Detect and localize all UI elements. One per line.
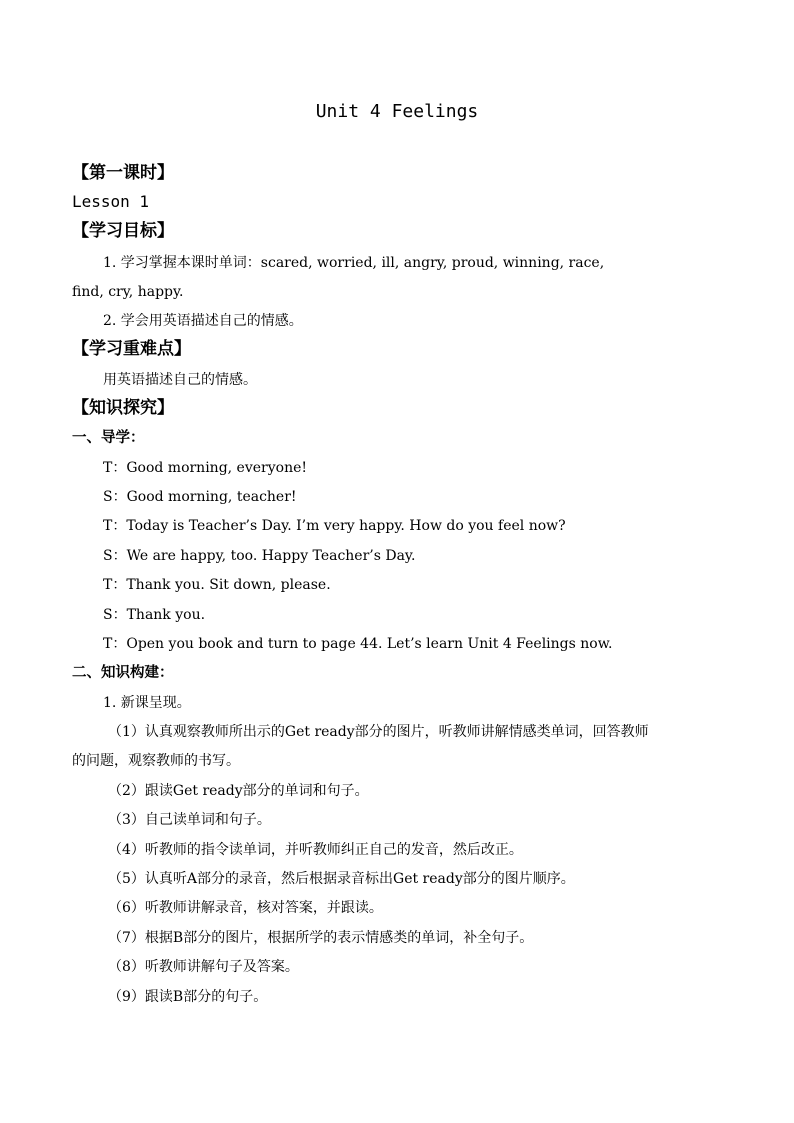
step-line: 的问题，观察教师的书写。 [72, 753, 240, 769]
period-heading: 【第一课时】 [72, 163, 174, 183]
step-line: （3）自己读单词和句子。 [108, 812, 271, 828]
goal-2: 2. 学会用英语描述自己的情感。 [103, 313, 303, 329]
goal-1-line-a: 1. 学习掌握本课时单词：scared, worried, ill, angry, proud, winning, race, [103, 255, 605, 271]
dialogue-line: S：Good morning, teacher! [103, 489, 297, 505]
dialogue-line: T：Thank you. Sit down, please. [103, 577, 331, 593]
dialogue-line: S：We are happy, too. Happy Teacher’s Day. [103, 548, 416, 564]
key-points-heading: 【学习重难点】 [72, 339, 191, 359]
dialogue-line: T：Open you book and turn to page 44. Let’s learn Unit 4 Feelings now. [103, 636, 613, 652]
step-line: （6）听教师讲解录音，核对答案，并跟读。 [108, 900, 383, 916]
step-line: （9）跟读B部分的句子。 [108, 989, 268, 1005]
step-line: （4）听教师的指令读单词，并听教师纠正自己的发音，然后改正。 [108, 842, 523, 858]
part-1-heading: 一、导学： [72, 429, 145, 446]
goals-heading: 【学习目标】 [72, 221, 174, 241]
dialogue-line: T：Good morning, everyone! [103, 460, 307, 476]
lesson-label: Lesson 1 [72, 192, 150, 211]
dialogue-line: T：Today is Teacher’s Day. I’m very happy. How do you feel now? [103, 518, 566, 534]
key-points-text: 用英语描述自己的情感。 [103, 372, 257, 388]
step-line: （7）根据B部分的图片，根据所学的表示情感类的单词，补全句子。 [108, 930, 534, 946]
step-line: （2）跟读Get ready部分的单词和句子。 [108, 783, 369, 799]
step-line: （1）认真观察教师所出示的Get ready部分的图片，听教师讲解情感类单词，回答教师 [108, 724, 649, 740]
part-2-heading: 二、知识构建： [72, 664, 174, 681]
goal-1-line-b: find, cry, happy. [72, 284, 184, 300]
dialogue-line: S：Thank you. [103, 607, 206, 623]
step-line: （8）听教师讲解句子及答案。 [108, 959, 299, 975]
document-title: Unit 4 Feelings [315, 101, 479, 122]
new-lesson-label: 1. 新课呈现。 [103, 695, 191, 711]
explore-heading: 【知识探究】 [72, 398, 174, 418]
step-line: （5）认真听A部分的录音，然后根据录音标出Get ready部分的图片顺序。 [108, 871, 575, 887]
